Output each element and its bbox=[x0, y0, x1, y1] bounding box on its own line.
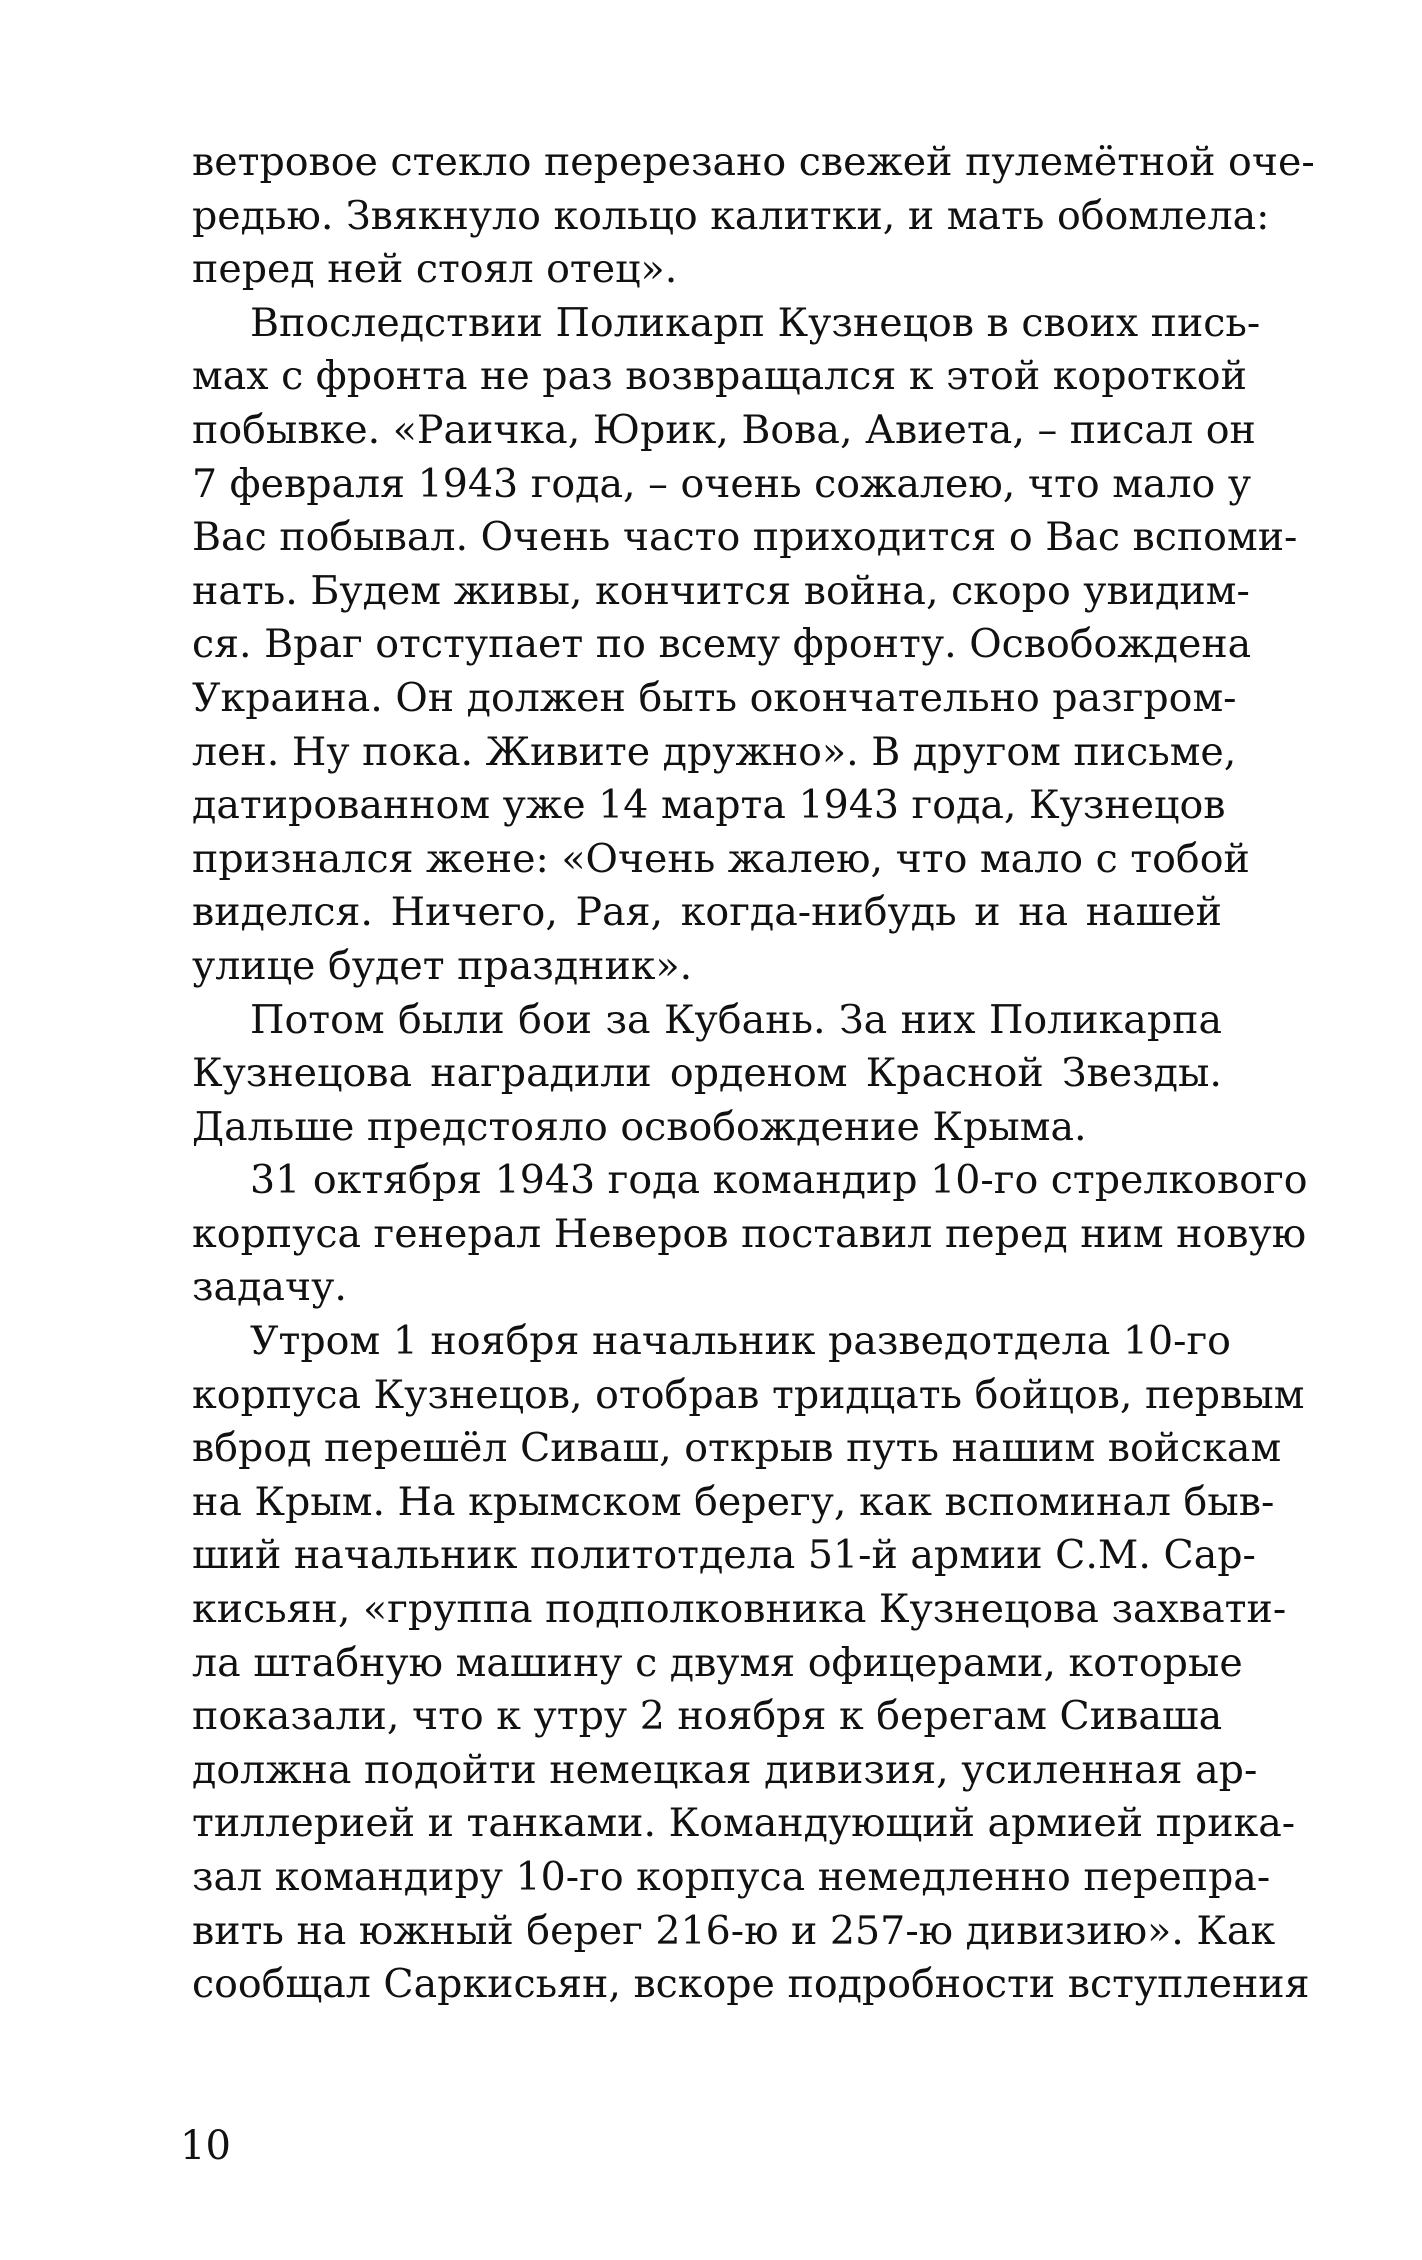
text-line: корпуса генерал Неверов поставил перед ним новую bbox=[192, 1210, 1307, 1257]
text-line: сообщал Саркисьян, вскоре подробности вступления bbox=[192, 1961, 1310, 2008]
text-line: тиллерией и танками. Командующий армией прика- bbox=[192, 1800, 1296, 1847]
text-line: зал командиру 10-го корпуса немедленно перепра- bbox=[192, 1854, 1271, 1900]
text-line: Потом были бои за Кубань. За них Поликарпа bbox=[250, 996, 1222, 1043]
text-line: мах с фронта не раз возвращался к этой короткой bbox=[192, 353, 1247, 400]
text-line: Украина. Он должен быть окончательно разгром- bbox=[192, 674, 1237, 721]
text-line: датированном уже 14 марта 1943 года, Кузнецов bbox=[192, 782, 1226, 829]
text-line: Впоследствии Поликарп Кузнецов в своих пись- bbox=[250, 299, 1261, 346]
text-line: 31 октября 1943 года командир 10-го стрелкового bbox=[250, 1157, 1308, 1204]
body-text bbox=[192, 136, 1315, 2012]
text-line: редью. Звякнуло кольцо калитки, и мать обомлела: bbox=[192, 192, 1270, 239]
text-line: ла штабную машину с двумя офицерами, которые bbox=[192, 1639, 1243, 1686]
text-line: нать. Будем живы, кончится война, скоро увидим- bbox=[192, 567, 1250, 614]
text-line: на Крым. На крымском берегу, как вспоминал быв- bbox=[192, 1478, 1275, 1525]
text-line: перед ней стоял отец». bbox=[192, 246, 678, 293]
text-line: ший начальник политотдела 51-й армии С.М. Сар- bbox=[192, 1532, 1256, 1579]
text-line: задачу. bbox=[192, 1264, 347, 1311]
text-line: Кузнецова наградили орденом Красной Звезды. bbox=[192, 1050, 1222, 1097]
text-line: Вас побывал. Очень часто приходится о Вас вспоми- bbox=[192, 514, 1298, 561]
text-line: лен. Ну пока. Живите дружно». В другом письме, bbox=[192, 728, 1237, 775]
text-line: 7 февраля 1943 года, – очень сожалею, что мало у bbox=[192, 460, 1252, 507]
page-number: 10 bbox=[180, 2123, 231, 2169]
text-line: вброд перешёл Сиваш, открыв путь нашим войскам bbox=[192, 1425, 1282, 1472]
text-line: кисьян, «группа подполковника Кузнецова захвати- bbox=[192, 1586, 1287, 1633]
text-line: признался жене: «Очень жалею, что мало с тобой bbox=[192, 835, 1250, 882]
text-line: вить на южный берег 216-ю и 257-ю дивизию». Как bbox=[192, 1907, 1276, 1954]
text-line: должна подойти немецкая дивизия, усиленная ар- bbox=[192, 1746, 1258, 1793]
text-line: побывке. «Раичка, Юрик, Вова, Авиета, – писал он bbox=[192, 406, 1256, 453]
text-line: показали, что к утру 2 ноября к берегам Сиваша bbox=[192, 1693, 1223, 1740]
text-line: Дальше предстояло освобождение Крыма. bbox=[192, 1103, 1087, 1150]
text-line: ветровое стекло перерезано свежей пулемётной оче- bbox=[192, 139, 1315, 185]
text-line: Утром 1 ноября начальник разведотдела 10-го bbox=[250, 1318, 1231, 1365]
text-line: ся. Враг отступает по всему фронту. Освобождена bbox=[192, 621, 1252, 668]
text-line: виделся. Ничего, Рая, когда-нибудь и на нашей bbox=[192, 889, 1222, 936]
text-line: корпуса Кузнецов, отобрав тридцать бойцов, первым bbox=[192, 1371, 1305, 1418]
text-line: улице будет праздник». bbox=[192, 942, 693, 989]
